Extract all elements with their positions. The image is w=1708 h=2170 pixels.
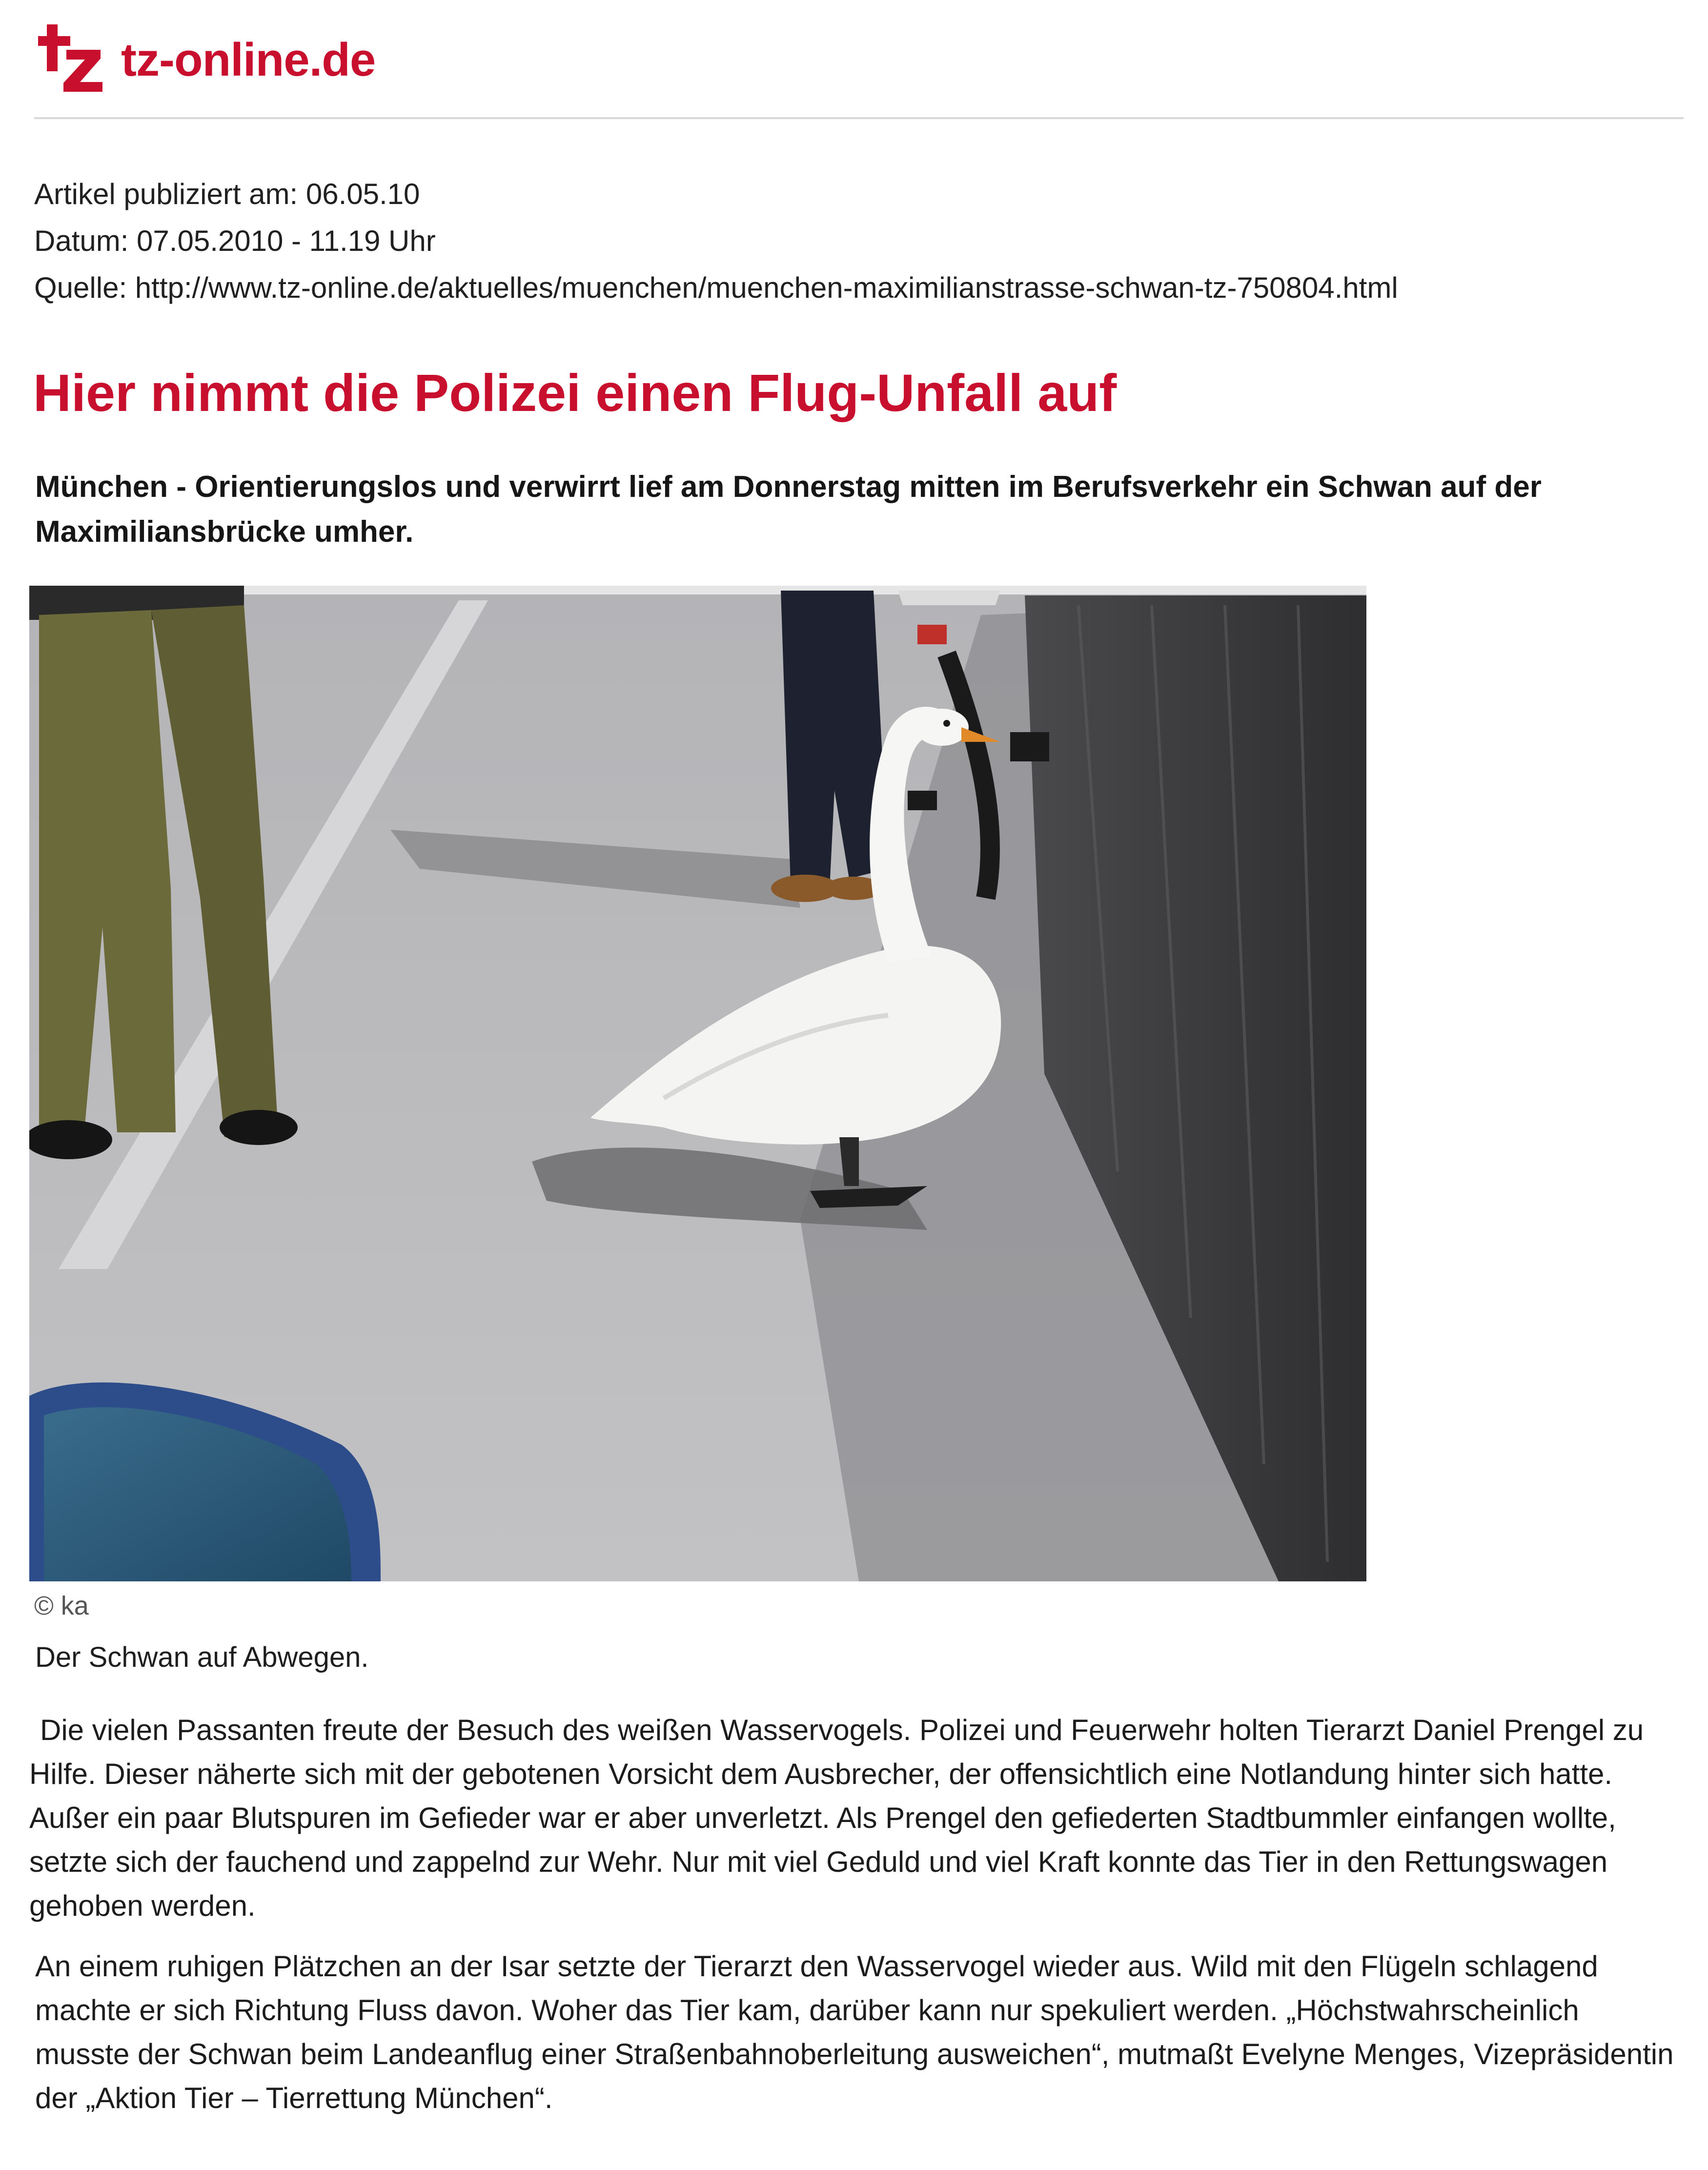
article-headline: Hier nimmt die Polizei einen Flug-Unfall auf bbox=[33, 363, 1117, 422]
source-url: Quelle: http://www.tz-online.de/aktuelles/muenchen/muenchen-maximilianstrasse-schwan-tz-750804.html bbox=[34, 271, 1398, 304]
article-meta bbox=[34, 171, 1398, 311]
photo-credit: © ka bbox=[34, 1591, 89, 1620]
tz-logo-icon[interactable] bbox=[38, 21, 106, 95]
published-date: Artikel publiziert am: 06.05.10 bbox=[34, 178, 420, 210]
photo-caption: Der Schwan auf Abwegen. bbox=[35, 1641, 369, 1673]
site-name[interactable]: tz-online.de bbox=[121, 34, 376, 86]
header-divider bbox=[34, 117, 1684, 119]
article-paragraph: Die vielen Passanten freute der Besuch des weißen Wasservogels. Polizei und Feuerwehr holten Tierarzt Daniel Prengel zu Hilfe. Dieser näherte sich mit der gebotenen Vorsicht dem Ausbrecher, der offensichtlich eine Notlandung hinter sich hatte. Außer ein paar Blutspuren im Gefieder war er aber unverletzt. Als Prengel den gefiederten Stadtbummler einfangen wollte, setzte sich der fauchend und zappelnd zur Wehr. Nur mit viel Geduld und viel Kraft konnte das Tier in den Rettungswagen gehoben werden. bbox=[29, 1714, 1644, 1922]
article-photo-swan bbox=[29, 586, 1366, 1581]
site-header bbox=[34, 15, 1684, 112]
article-datetime: Datum: 07.05.2010 - 11.19 Uhr bbox=[34, 225, 436, 257]
article-lead: München - Orientierungslos und verwirrt lief am Donnerstag mitten im Berufsverkehr ein Schwan auf der Maximiliansbrücke umher. bbox=[35, 470, 1542, 549]
article-paragraph: An einem ruhigen Plätzchen an der Isar setzte der Tierarzt den Wasservogel wieder aus. Wild mit den Flügeln schlagend machte er sich Richtung Fluss davon. Woher das Tier kam, darüber kann nur spekuliert werden. „Höchstwahrscheinlich musste der Schwan beim Landeanflug einer Straßenbahnoberleitung ausweichen“, mutmaßt Evelyne Menges, Vizepräsidentin der „Aktion Tier – Tierrettung München“. bbox=[35, 1950, 1674, 2114]
